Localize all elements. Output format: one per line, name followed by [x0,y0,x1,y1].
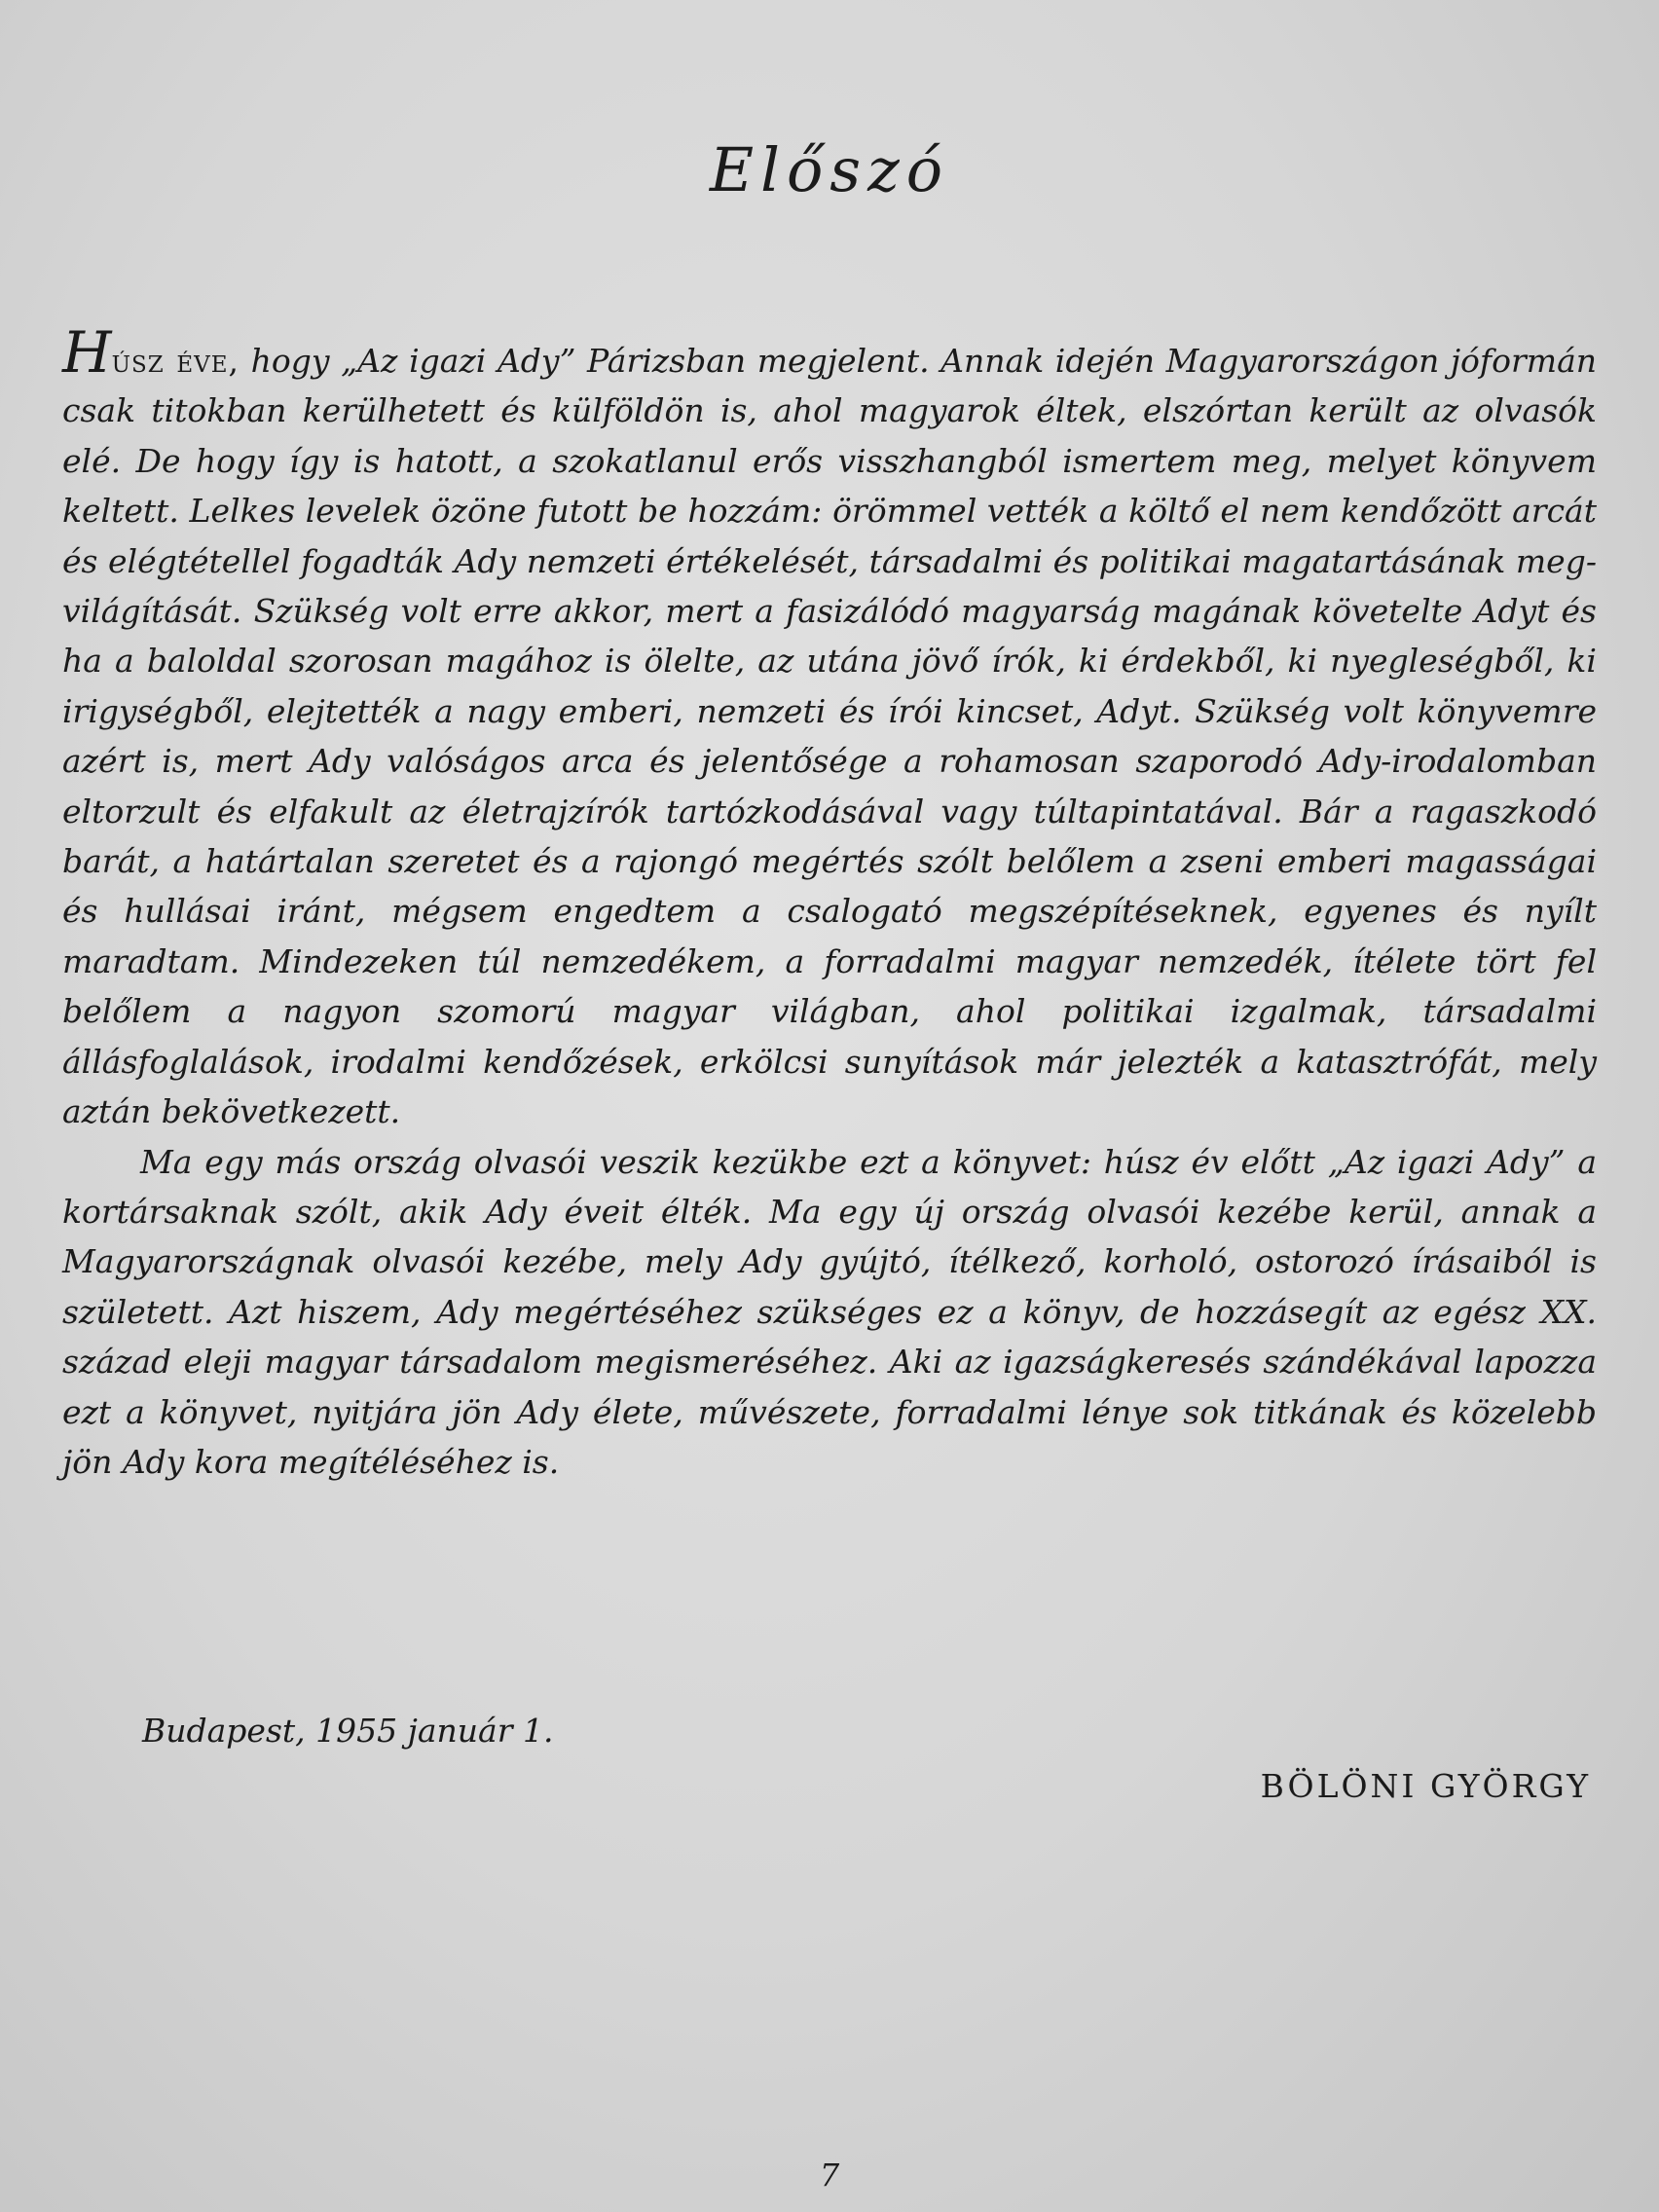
preface-body [62,319,1597,1487]
author-signature: BÖLÖNI GYÖRGY [1260,1767,1591,1805]
paragraph-1 [62,319,1597,1137]
page-number: 7 [819,2157,840,2194]
place-date: Budapest, 1955 január 1. [142,1712,554,1750]
opening-smallcaps: úsz éve, [111,342,240,380]
paragraph-2: Ma egy más ország olvasói veszik kezükbe ezt a könyvet: húsz év előtt „Az igazi Ady” a kortársaknak szólt, akik Ady éveit élték. Ma egy új ország olvasói kezébe kerül, annak a Magyarországnak olvasói kezébe, mely Ady gyújtó, ítélkező, korholó, ostorozó írásaiból is született. Azt hiszem, Ady megértéséhez szükséges ez a könyv, de hozzásegít az egész XX. század eleji magyar társadalom megismeréséhez. Aki az igazságkeresés szándékával lapozza ezt a könyvet, nyitjára jön Ady élete, művészete, forradalmi lénye sok titkának és közelebb jön Ady kora megítéléséhez is. [62,1142,1597,1481]
drop-cap: H [62,319,112,386]
paragraph-1-text: hogy „Az igazi Ady” Párizsban megjelent. Annak idején Magyarországon jóformán csak titokban kerülhetett és külföldön is, ahol magyarok éltek, elszórtan került az olvasók elé. De hogy így is hatott, a szokatlanul erős visszhangból ismertem meg, melyet könyvem keltett. Lelkes levelek özöne futott be hozzám: örömmel vették a költő el nem kendőzött arcát és elégtétellel fogadták Ady nemzeti értékelését, társadalmi és politikai magatartásának megvilágítását. Szükség volt erre akkor, mert a fasizálódó magyarság magának követelte Adyt és ha a baloldal szorosan magához is ölelte, az utána jövő írók, ki érdekből, ki nyegleségből, ki irigységből, elejtették a nagy emberi, nemzeti és írói kincset, Adyt. Szükség volt könyvemre azért is, mert Ady valóságos arca és jelentősége a rohamosan szaporodó Ady-irodalomban eltorzult és elfakult az életrajzírók tartózkodásával vagy túltapintatával. Bár a ragaszkodó barát, a határtalan szeretet és a rajongó megértés szólt belőlem a zseni emberi magasságai és hullásai iránt, mégsem engedtem a csalogató megszépítéseknek, egyenes és nyílt maradtam. Mindezeken túl nemzedékem, a forradalmi magyar nemzedék, ítélete tört fel belőlem a nagyon szomorú magyar világban, ahol politikai izgalmak, társadalmi állásfoglalások, irodalmi kendőzések, erkölcsi sunyítások már jelezték a katasztrófát, mely aztán bekövetkezett. [62,342,1597,1131]
page-title: Előszó [709,134,950,205]
